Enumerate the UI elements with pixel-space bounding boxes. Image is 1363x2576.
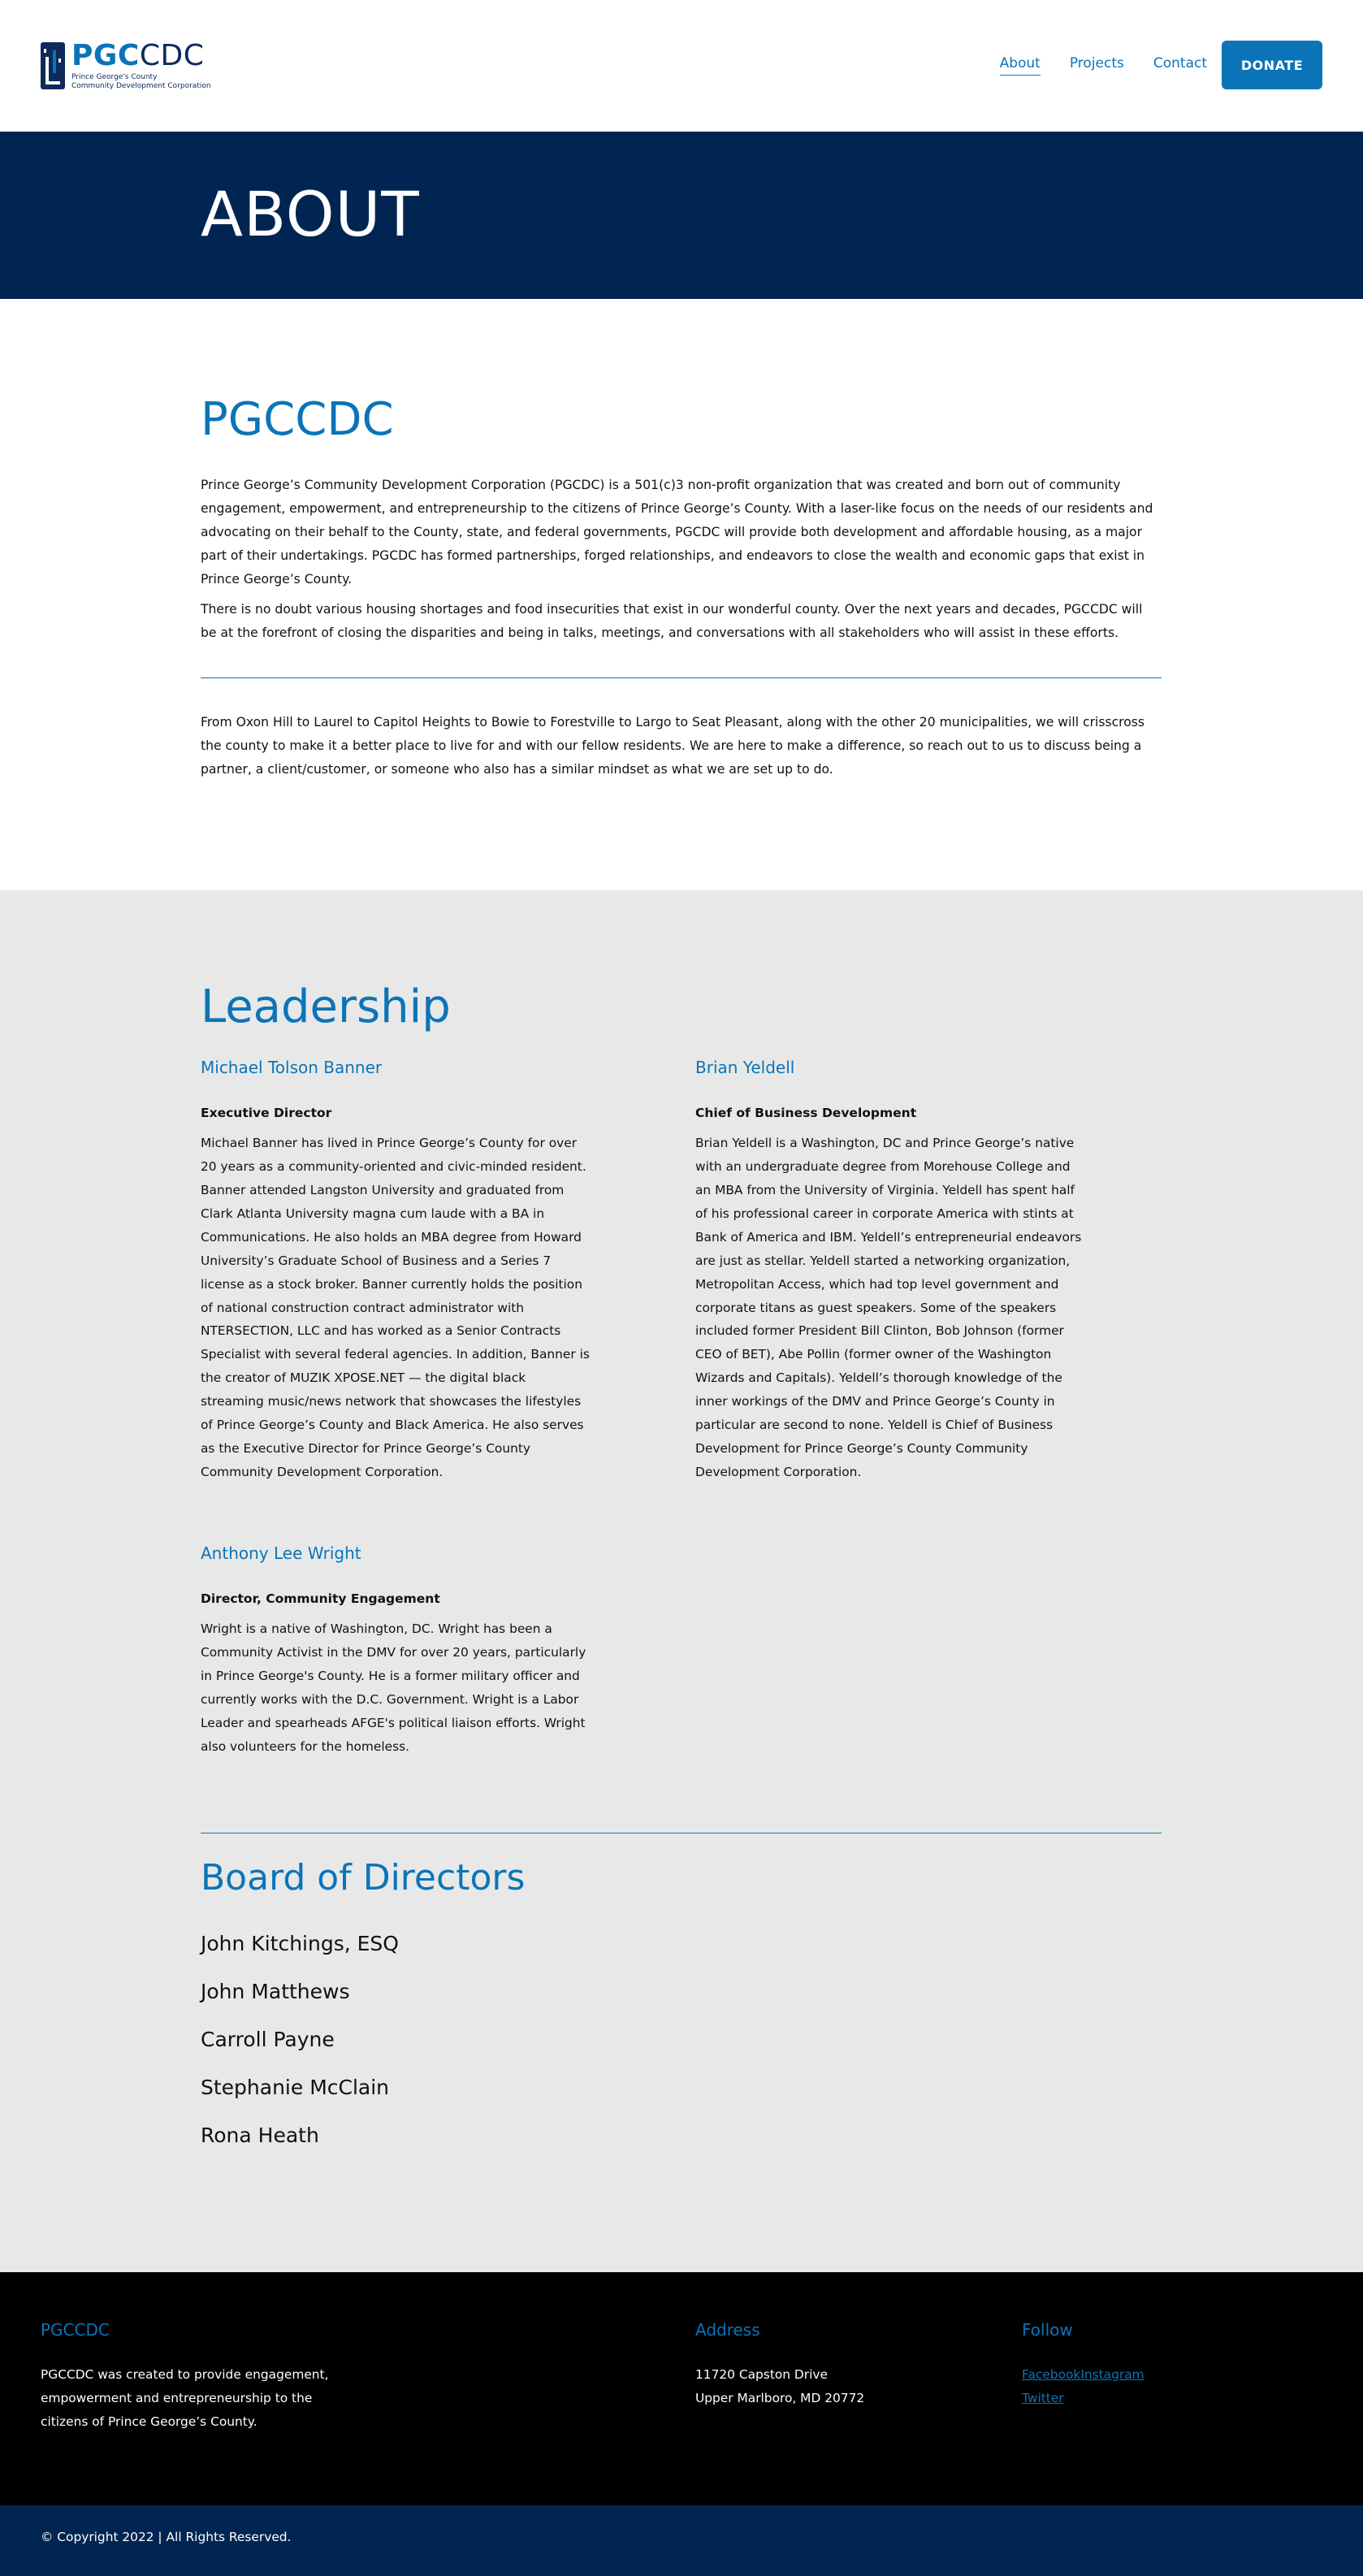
site-footer [0,2272,1363,2505]
leader-card [201,1057,591,1484]
logo-wordmark-light: CDC [139,38,205,72]
leader-card [201,1543,591,1758]
board-member: John Kitchings, ESQ [201,1931,399,1955]
main-nav [971,41,1322,89]
facebook-link[interactable]: Facebook [1022,2367,1081,2382]
leader-name: Brian Yeldell [695,1058,795,1078]
nav-about[interactable]: About [1000,55,1041,76]
leadership-grid [201,1057,1162,1829]
about-section [0,299,1363,890]
logo-text [71,38,211,91]
copyright-bar [0,2505,1363,2576]
leadership-heading: Leadership [201,981,451,1033]
logo-icon [41,42,65,89]
nav-projects[interactable]: Projects [1069,55,1124,71]
logo-wordmark-bold: PGC [71,38,140,72]
about-paragraph-1: Prince George’s Community Development Corporation (PGCDC) is a 501(c)3 non-profit organization that was created and born out of community engagement, empowerment, and entrepreneurship to the citizens of Prince George’s County. With a laser-like focus on the needs of our residents and advocating on their behalf to the County, state, and federal governments, PGCDC will provide both development and affordable housing, as a major part of their undertakings. PGCDC has formed partnerships, forged relationships, and endeavors to close the wealth and economic gaps that exist in Prince George’s County. [201,478,1153,587]
footer-about-column [41,2319,333,2434]
copyright-text: © Copyright 2022 | All Rights Reserved. [41,2530,292,2544]
about-paragraph-3: From Oxon Hill to Laurel to Capitol Heights to Bowie to Forestville to Largo to Seat Pleasant, along with the other 20 municipalities, we will crisscross the county to make it a better place to live for and with our fellow residents. We are here to make a difference, so reach out to us to discuss being a partner, a client/customer, or someone who also has a similar mindset as what we are set up to do. [201,715,1144,777]
leader-bio: Wright is a native of Washington, DC. Wright has been a Community Activist in the DMV for over 20 years, particularly in Prince George's County. He is a former military officer and currently works with the D.C. Government. Wright is a Labor Leader and spearheads AFGE's political liaison efforts. Wright also volunteers for the homeless. [201,1621,586,1754]
logo[interactable] [41,38,211,91]
leader-title: Director, Community Engagement [201,1591,440,1607]
logo-subtitle-line2: Community Development Corporation [71,81,211,90]
leader-name: Michael Tolson Banner [201,1058,383,1078]
board-list [201,1920,525,2159]
leadership-section [0,890,1363,2272]
section-divider [201,1833,1162,1834]
board-heading: Board of Directors [201,1857,526,1898]
board-of-directors [201,1857,525,2159]
logo-subtitle-line1: Prince George's County [71,72,158,81]
footer-about-heading: PGCCDC [41,2320,110,2340]
about-heading: PGCCDC [201,393,394,446]
footer-follow-column [1022,2319,1266,2410]
social-links [1022,2363,1266,2410]
instagram-link[interactable]: Instagram [1080,2367,1144,2382]
board-member: Carroll Payne [201,2027,335,2051]
leader-title: Chief of Business Development [695,1106,917,1121]
leader-card [695,1057,1085,1484]
page-title: ABOUT [201,178,420,250]
leader-bio: Michael Banner has lived in Prince George’s County for over 20 years as a community-oriented and civic-minded resident. Banner attended Langston University and graduated from Clark Atlanta University magna cum laude with a BA in Communications. He also holds an MBA degree from Howard University’s Graduate School of Business and a Series 7 license as a stock broker. Banner currently holds the position of national construction contract administrator with NTERSECTION, LLC and has worked as a Senior Contracts Specialist with several federal agencies. In addition, Banner is the creator of MUZIK XPOSE.NET — the digital black streaming music/news network that showcases the lifestyles of Prince George’s County and Black America. He also serves as the Executive Director for Prince George’s County Community Development Corporation. [201,1136,590,1479]
nav-contact[interactable]: Contact [1153,55,1207,71]
footer-address-column [695,2319,939,2410]
leader-bio: Brian Yeldell is a Washington, DC and Prince George’s native with an undergraduate degree from Morehouse College and an MBA from the University of Virginia. Yeldell has spent half of his professional career in corporate America with stints at Bank of America and IBM. Yeldell’s entrepreneurial endeavors are just as stellar. Yeldell started a networking organization, Metropolitan Access, which had top level government and corporate titans as guest speakers. Some of the speakers included former President Bill Clinton, Bob Johnson (former CEO of BET), Abe Pollin (former owner of the Washington Wizards and Capitals). Yeldell’s thorough knowledge of the inner workings of the DMV and Prince George’s County in particular are second to none. Yeldell is Chief of Business Development for Prince George’s County Community Development Corporation. [695,1136,1082,1479]
leader-title: Executive Director [201,1106,332,1121]
footer-address [695,2363,939,2410]
address-line-1: 11720 Capston Drive [695,2367,828,2382]
about-paragraph-2: There is no doubt various housing shortages and food insecurities that exist in our wonderful county. Over the next years and decades, PGCCDC will be at the forefront of closing the disparities and being in talks, meetings, and conversations with all stakeholders who will assist in these efforts. [201,602,1143,641]
footer-address-heading: Address [695,2320,760,2340]
site-header [0,0,1363,132]
leader-name: Anthony Lee Wright [201,1543,361,1564]
logo-subtitle [71,73,211,91]
footer-about-text: PGCCDC was created to provide engagement, empowerment and entrepreneurship to the citizens of Prince George’s County. [41,2367,329,2429]
board-member: John Matthews [201,1979,350,2003]
board-member: Stephanie McClain [201,2075,390,2099]
donate-button[interactable]: DONATE [1222,41,1322,89]
address-line-2: Upper Marlboro, MD 20772 [695,2391,865,2405]
twitter-link[interactable]: Twitter [1022,2391,1064,2405]
hero-banner [0,132,1363,299]
logo-wordmark [71,38,211,72]
board-member: Rona Heath [201,2123,319,2147]
footer-follow-heading: Follow [1022,2320,1073,2340]
